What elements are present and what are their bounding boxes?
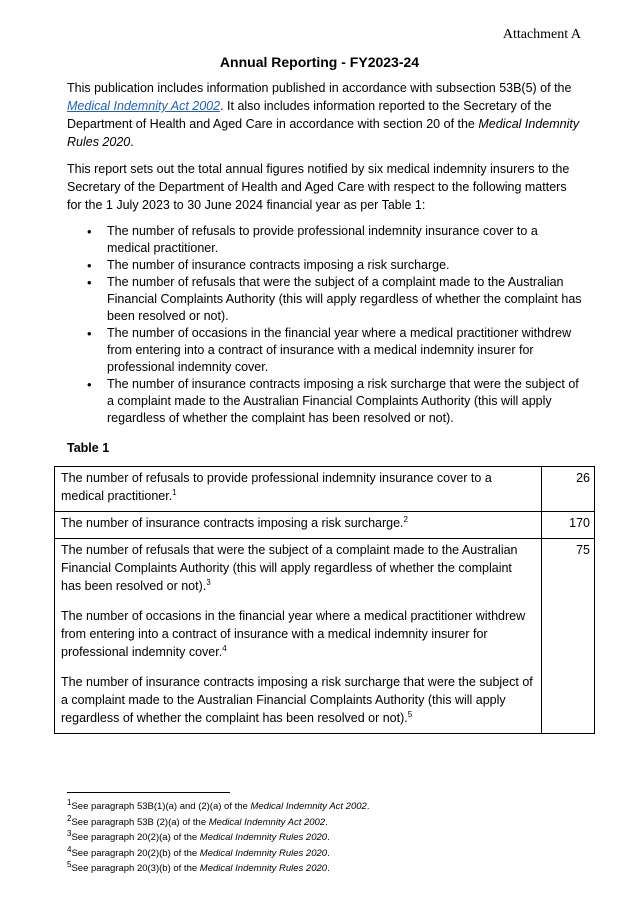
footnote: $^4$See paragraph 20(2)(b) of the Medical Indemnity Rules 2020. [67,844,330,859]
footnote-ref: 2 [403,514,408,524]
row-description [55,539,542,734]
cell-paragraph: The number of insurance contracts imposing a risk surcharge that were the subject of a complaint made to the Australian Financial Complaints Authority (this will apply regardless of whether the complaint has been resolved or not).$^5$ [61,675,533,725]
table-row [55,512,595,539]
footnote: $^2$See paragraph 53B (2)(a) of the Medical Indemnity Act 2002. [67,813,328,828]
row-description: The number of insurance contracts imposing a risk surcharge.$^2$ [55,512,542,539]
page-title: Annual Reporting - FY2023-24 [219,54,420,70]
list-item: • The number of insurance contracts imposing a risk surcharge that were the subject of a complaint made to the Australian Financial Complaints Authority (this will apply regardless of whether the complaint has been resolved or not). [67,376,582,427]
intro-italic: Medical Indemnity Rules 2020 [67,117,580,149]
intro-paragraph-2: This report sets out the total annual figures notified by six medical indemnity insurers to the Secretary of the Department of Health and Aged Care with respect to the following matters for the 1 July 2023 to 30 June 2024 financial year as per Table 1: [67,162,570,212]
row-value: 75 [542,539,595,734]
attachment-label: Attachment A [502,27,581,42]
footnote-ref: 1 [172,487,177,497]
intro-text: This publication includes information published in accordance with subsection 53B(5) of the [67,81,572,95]
intro-text: . [130,135,134,149]
intro-text: . It also includes information reported to the Secretary of the Department of Health and Aged Care in accordance with section 20 of the [67,99,552,131]
matters-list [67,223,582,427]
list-item: • The number of insurance contracts imposing a risk surcharge. [67,257,582,274]
footnote: $^5$See paragraph 20(3)(b) of the Medical Indemnity Rules 2020. [67,859,330,874]
row-value: 26 [542,467,595,512]
footnote: $^1$See paragraph 53B(1)(a) and (2)(a) of the Medical Indemnity Act 2002. [67,797,370,812]
table-label: Table 1 [67,441,110,455]
list-item: • The number of refusals that were the subject of a complaint made to the Australian Financial Complaints Authority (this will apply regardless of whether the complaint has been resolved or not). [67,274,582,325]
footnote: $^3$See paragraph 20(2)(a) of the Medical Indemnity Rules 2020. [67,828,330,843]
medical-indemnity-act-link[interactable]: Medical Indemnity Act 2002 [67,99,221,113]
data-table [54,466,595,734]
row-value: 170 [542,512,595,539]
footnotes [67,799,587,877]
cell-paragraph: The number of refusals that were the subject of a complaint made to the Australian Financial Complaints Authority (this will apply regardless of whether the complaint has been resolved or not).$^3$ [61,543,518,593]
row-description: The number of refusals to provide professional indemnity insurance cover to a medical practitioner.$^1$ [55,467,542,512]
table-row [55,467,595,512]
footnote-ref: 5 [407,709,413,719]
list-item: • The number of occasions in the financial year where a medical practitioner withdrew from entering into a contract of insurance with a medical indemnity insurer for professional indemnity cover. [67,325,582,376]
footnote-divider [67,792,230,793]
list-item: • The number of refusals to provide professional indemnity insurance cover to a medical practitioner. [67,223,582,257]
cell-paragraph: The number of occasions in the financial year where a medical practitioner withdrew from entering into a contract of insurance with a medical indemnity insurer for professional indemnity cover.$^4$ [61,609,526,659]
table-row [55,539,595,734]
footnote-ref: 4 [222,643,227,653]
footnote-ref: 3 [206,577,211,587]
intro-paragraph-1 [67,79,582,151]
